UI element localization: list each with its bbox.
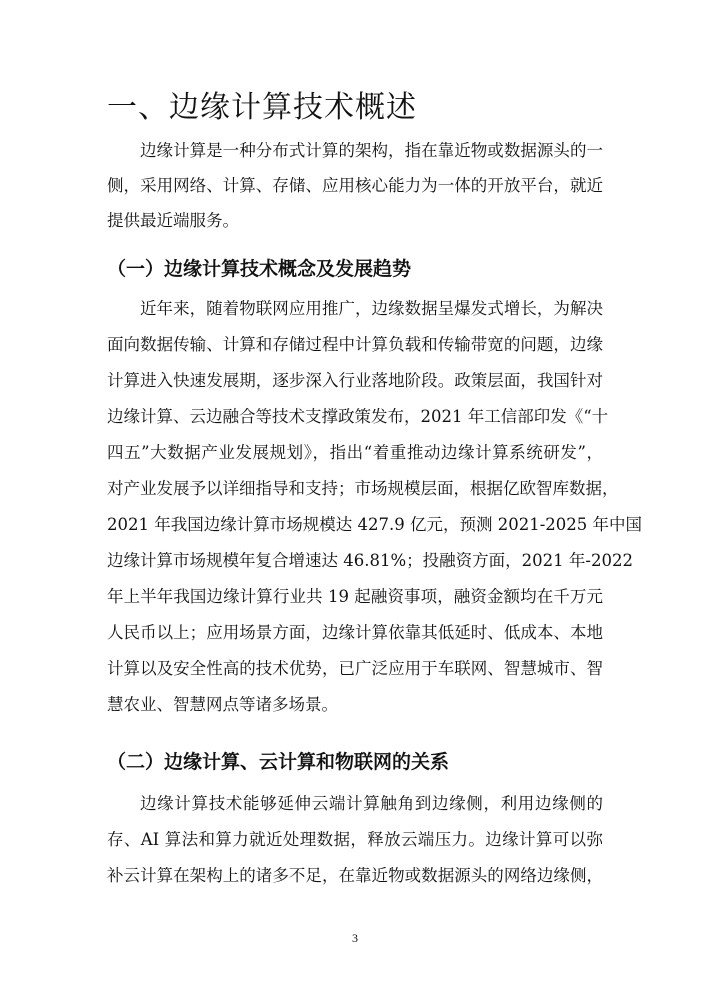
- section-2-heading: （二）边缘计算、云计算和物联网的关系: [107, 751, 450, 773]
- intro-line-2: 侧，采用网络、计算、存储、应用核心能力为一体的开放平台，就近: [107, 176, 603, 195]
- page-number: 3: [352, 931, 358, 945]
- intro-line-3: 提供最近端服务。: [107, 211, 239, 230]
- section-2-line: 补云计算在架构上的诸多不足，在靠近物或数据源头的网络边缘侧，: [107, 866, 603, 885]
- section-1-line: 人民币以上；应用场景方面，边缘计算依靠其低延时、低成本、本地: [107, 623, 603, 642]
- section-1-line: 对产业发展予以详细指导和支持；市场规模层面，根据亿欧智库数据，: [107, 479, 619, 498]
- section-1-line: 2021 年我国边缘计算市场规模达 427.9 亿元，预测 2021-2025 年中国: [107, 515, 643, 534]
- section-1-line: 慧农业、智慧网点等诸多场景。: [107, 695, 338, 714]
- section-2-line: 边缘计算技术能够延伸云端计算触角到边缘侧，利用边缘侧的: [140, 794, 603, 813]
- section-1-line: 边缘计算、云边融合等技术支撑政策发布，2021 年工信部印发《“十: [107, 407, 609, 426]
- intro-line-1: 边缘计算是一种分布式计算的架构，指在靠近物或数据源头的一: [140, 141, 603, 160]
- section-1-line: 年上半年我国边缘计算行业共 19 起融资事项，融资金额均在千万元: [107, 587, 603, 606]
- section-1-heading: （一）边缘计算技术概念及发展趋势: [107, 258, 412, 280]
- section-1-line: 边缘计算市场规模年复合增速达 46.81%；投融资方面，2021 年-2022: [107, 551, 633, 570]
- section-1-line: 四五”大数据产业发展规划》，指出“着重推动边缘计算系统研发”，: [107, 443, 603, 462]
- section-1-line: 面向数据传输、计算和存储过程中计算负载和传输带宽的问题，边缘: [107, 335, 603, 354]
- section-1-line: 计算以及安全性高的技术优势，已广泛应用于车联网、智慧城市、智: [107, 659, 603, 678]
- section-2-line: 存、AI 算法和算力就近处理数据，释放云端压力。边缘计算可以弥: [107, 830, 603, 849]
- section-1-line: 近年来，随着物联网应用推广，边缘数据呈爆发式增长，为解决: [140, 299, 603, 318]
- section-1-line: 计算进入快速发展期，逐步深入行业落地阶段。政策层面，我国针对: [107, 371, 603, 390]
- heading-1: 一、边缘计算技术概述: [107, 90, 417, 125]
